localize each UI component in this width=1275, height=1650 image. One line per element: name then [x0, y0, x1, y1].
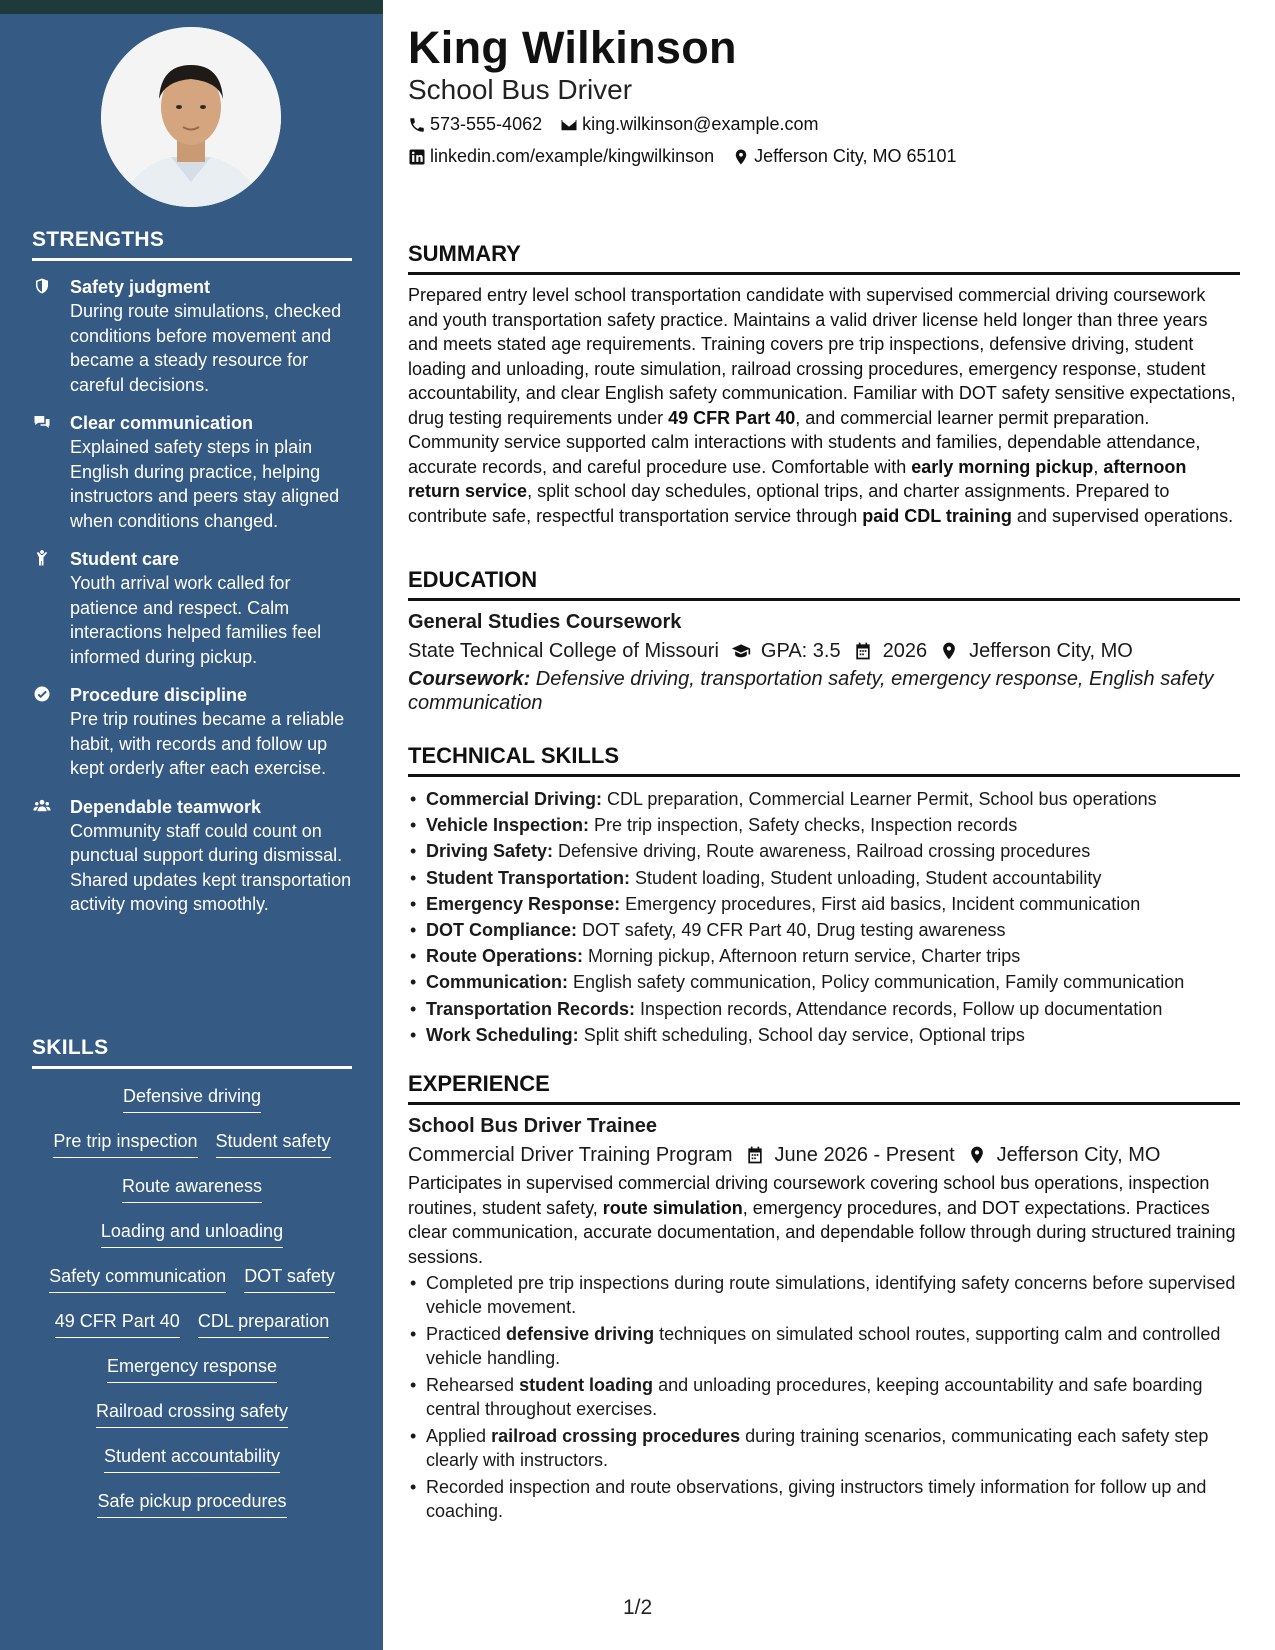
- contact-row-1: [408, 114, 836, 135]
- skill-tag: Pre trip inspection: [53, 1129, 197, 1158]
- skill-category: Commercial Driving:: [426, 789, 603, 809]
- sidebar-top-bar: [0, 0, 383, 14]
- strength-body: [70, 547, 352, 669]
- strength-title: Procedure discipline: [70, 685, 248, 705]
- email-contact[interactable]: [560, 114, 818, 135]
- skill-values: Inspection records, Attendance records, Follow up documentation: [635, 998, 1163, 1019]
- emphasis-text: 49 CFR Part 40: [668, 407, 796, 428]
- skill-values: Morning pickup, Afternoon return service, Charter trips: [583, 946, 1021, 967]
- technical-skills-section: [408, 743, 1240, 1049]
- text-run: , and commercial learner permit preparation. Community service supported calm interactions with students and families, dependable attendance, accurate records, and careful procedure use. Comfortable with: [408, 407, 1201, 477]
- skill-tag: Student safety: [216, 1129, 331, 1158]
- strength-description: Community staff could count on punctual support during dismissal. Shared updates kept transportation activity moving smoothly.: [70, 820, 352, 914]
- skill-values: Defensive driving, Route awareness, Railroad crossing procedures: [553, 841, 1091, 862]
- technical-skill-item: [408, 866, 1240, 890]
- job-title: School Bus Driver Trainee: [408, 1115, 657, 1137]
- strength-description: Pre trip routines became a reliable habit, with records and follow up kept orderly after each exercise.: [70, 709, 345, 778]
- technical-skill-item: [408, 813, 1240, 837]
- text-run: and supervised operations.: [1011, 505, 1234, 526]
- skill-category: Route Operations:: [426, 946, 584, 967]
- skill-category: Emergency Response:: [426, 893, 621, 914]
- experience-bullet: [408, 1271, 1240, 1319]
- skill-row: [32, 1309, 352, 1354]
- location-contact: [732, 146, 956, 167]
- strength-body: [70, 275, 352, 397]
- technical-skill-item: [408, 892, 1240, 916]
- emphasis-text: afternoon return service: [408, 456, 1187, 501]
- strength-item: [32, 275, 352, 397]
- text-run: Recorded inspection and route observations, giving instructors timely information for follow up and coaching.: [426, 1477, 1207, 1521]
- graduation-year: 2026: [882, 640, 928, 662]
- technical-skill-item: [408, 839, 1240, 863]
- skill-row: [32, 1399, 352, 1444]
- skill-category: Work Scheduling:: [426, 1024, 579, 1045]
- summary-text: [408, 283, 1240, 528]
- emphasis-text: paid CDL training: [862, 505, 1012, 526]
- text-run: Practiced: [426, 1324, 507, 1344]
- experience-heading: EXPERIENCE: [408, 1071, 1240, 1105]
- emphasis-text: railroad crossing procedures: [491, 1426, 741, 1446]
- skill-tag: Route awareness: [122, 1174, 262, 1203]
- experience-bullet: [408, 1373, 1240, 1421]
- location-text: Jefferson City, MO 65101: [754, 146, 957, 166]
- experience-intro: [408, 1171, 1240, 1269]
- technical-skill-item: [408, 944, 1240, 968]
- map-pin-icon: [939, 641, 959, 661]
- skill-tag: Railroad crossing safety: [96, 1399, 288, 1428]
- emphasis-text: route simulation: [602, 1197, 743, 1218]
- strength-title: Dependable teamwork: [70, 796, 262, 817]
- skill-category: Driving Safety:: [426, 841, 554, 862]
- skill-tag: Student accountability: [104, 1444, 280, 1473]
- job-location: Jefferson City, MO: [996, 1144, 1161, 1166]
- strength-description: Explained safety steps in plain English during practice, helping instructors and peers stay aligned when conditions changed.: [70, 437, 340, 531]
- strengths-heading: STRENGTHS: [32, 228, 352, 261]
- child-icon: [32, 547, 70, 669]
- users-icon: [32, 795, 70, 917]
- profile-photo: [101, 27, 281, 207]
- skill-values: Split shift scheduling, School day service, Optional trips: [578, 1024, 1025, 1045]
- text-run: ,: [1093, 456, 1104, 477]
- coursework-label: Coursework:: [408, 668, 531, 690]
- education-meta: [408, 635, 1240, 667]
- skill-row: [32, 1489, 352, 1534]
- skill-values: CDL preparation, Commercial Learner Permit, School bus operations: [602, 789, 1157, 809]
- sidebar: [0, 0, 383, 1650]
- skill-tag: Defensive driving: [123, 1084, 261, 1113]
- skill-values: English safety communication, Policy communication, Family communication: [568, 972, 1185, 993]
- strength-title: Student care: [70, 549, 180, 569]
- technical-skill-item: [408, 1023, 1240, 1047]
- skill-tag: Emergency response: [107, 1354, 277, 1383]
- shield-icon: [32, 275, 70, 397]
- text-run: Prepared entry level school transportation candidate with supervised commercial driving coursework and youth transportation safety practice. Maintains a valid driver license held longer than three years and meets stated age requirements. Training covers pre trip inspections, defensive driving, student loading and unloading, route simulation, railroad crossing procedures, emergency response, student accountability, and clear English safety communication. Familiar with DOT safety sensitive expectations, drug testing requirements under: [408, 285, 1236, 428]
- skill-tag: 49 CFR Part 40: [55, 1309, 180, 1338]
- email-text[interactable]: king.wilkinson@example.com: [582, 114, 819, 134]
- strength-title: Clear communication: [70, 413, 254, 433]
- strengths-section: [32, 228, 352, 931]
- skill-row: [32, 1264, 352, 1309]
- skill-values: Emergency procedures, First aid basics, Incident communication: [620, 893, 1141, 914]
- technical-skill-item: [408, 970, 1240, 994]
- skill-category: Transportation Records:: [426, 998, 636, 1019]
- summary-heading: SUMMARY: [408, 241, 1240, 275]
- strength-item: [32, 411, 352, 533]
- skill-tag: Loading and unloading: [101, 1219, 283, 1248]
- technical-skill-item: [408, 997, 1240, 1021]
- graduation-cap-icon: [731, 641, 751, 661]
- coursework-text: [408, 667, 1240, 715]
- text-run: and unloading procedures, keeping accountability and safe boarding central throughout exercises.: [426, 1375, 1203, 1419]
- envelope-icon: [560, 116, 578, 134]
- skill-values: Pre trip inspection, Safety checks, Inspection records: [589, 815, 1018, 836]
- calendar-icon: [853, 641, 873, 661]
- text-run: during training scenarios, communicating each safety step clearly with instructors.: [426, 1426, 1209, 1470]
- strength-item: [32, 547, 352, 669]
- experience-section: [408, 1071, 1240, 1526]
- experience-bullet: [408, 1475, 1240, 1523]
- strength-body: [70, 683, 352, 781]
- technical-skills-heading: TECHNICAL SKILLS: [408, 743, 1240, 777]
- skill-row: [32, 1174, 352, 1219]
- job-dates: June 2026 - Present: [774, 1144, 955, 1166]
- chat-icon: [32, 411, 70, 533]
- skill-values: DOT safety, 49 CFR Part 40, Drug testing awareness: [577, 919, 1006, 940]
- skill-values: Student loading, Student unloading, Student accountability: [630, 867, 1102, 888]
- phone-contact: [408, 114, 542, 135]
- gpa-text: GPA: 3.5: [760, 640, 841, 662]
- emphasis-text: defensive driving: [506, 1324, 655, 1344]
- emphasis-text: early morning pickup: [911, 456, 1094, 477]
- map-pin-icon: [732, 148, 750, 166]
- education-section: [408, 567, 1240, 715]
- strength-description: Youth arrival work called for patience and respect. Calm interactions helped families feel informed during pickup.: [70, 573, 322, 667]
- skill-row: [32, 1129, 352, 1174]
- strength-title: Safety judgment: [70, 277, 211, 297]
- text-run: techniques on simulated school routes, supporting calm and controlled vehicle handling.: [426, 1324, 1221, 1368]
- degree-title: General Studies Coursework: [408, 611, 682, 633]
- candidate-title: School Bus Driver: [408, 74, 633, 105]
- candidate-name: King Wilkinson: [408, 22, 737, 73]
- text-run: , split school day schedules, optional trips, and charter assignments. Prepared to contribute safe, respectful transportation service through: [408, 481, 1170, 526]
- skill-category: Vehicle Inspection:: [426, 815, 590, 836]
- text-run: Rehearsed: [426, 1375, 520, 1395]
- technical-skill-item: [408, 918, 1240, 942]
- linkedin-contact[interactable]: [408, 146, 714, 167]
- strength-description: During route simulations, checked conditions before movement and became a steady resource for careful decisions.: [70, 301, 342, 395]
- contact-row-2: [408, 146, 975, 167]
- skills-heading: SKILLS: [32, 1036, 352, 1069]
- strength-body: [70, 795, 352, 917]
- skill-row: [32, 1444, 352, 1489]
- organization-name: Commercial Driver Training Program: [408, 1144, 733, 1166]
- text-run: , emergency procedures, and DOT expectations. Practices clear communication, accurate documentation, and dependable follow through during structured training sessions.: [408, 1197, 1236, 1267]
- strength-item: [32, 683, 352, 781]
- linkedin-text[interactable]: linkedin.com/example/kingwilkinson: [430, 146, 715, 166]
- emphasis-text: student loading: [519, 1375, 654, 1395]
- strength-item: [32, 795, 352, 917]
- text-run: Completed pre trip inspections during route simulations, identifying safety concerns before supervised vehicle movement.: [426, 1273, 1236, 1317]
- summary-section: [408, 241, 1240, 528]
- skill-category: Communication:: [426, 972, 568, 993]
- calendar-icon: [745, 1145, 765, 1165]
- text-run: Applied: [426, 1426, 492, 1446]
- skill-tag: Safe pickup procedures: [97, 1489, 286, 1518]
- school-name: State Technical College of Missouri: [408, 640, 719, 662]
- phone-text: 573-555-4062: [430, 114, 543, 134]
- skill-row: [32, 1084, 352, 1129]
- skill-row: [32, 1219, 352, 1264]
- skills-section: [32, 1036, 352, 1534]
- map-pin-icon: [967, 1145, 987, 1165]
- check-circle-icon: [32, 683, 70, 781]
- text-run: Participates in supervised commercial driving coursework covering school bus operations, inspection routines, student safety,: [408, 1173, 1210, 1218]
- strength-body: [70, 411, 352, 533]
- skill-row: [32, 1354, 352, 1399]
- technical-skill-item: [408, 787, 1240, 811]
- skill-category: Student Transportation:: [426, 867, 630, 888]
- experience-bullet: [408, 1322, 1240, 1370]
- experience-bullet: [408, 1424, 1240, 1472]
- phone-icon: [408, 116, 426, 134]
- education-location: Jefferson City, MO: [969, 640, 1133, 662]
- skill-tag: Safety communication: [49, 1264, 226, 1293]
- coursework-list: Defensive driving, transportation safety, emergency response, English safety communication: [408, 668, 1214, 714]
- skill-tag: DOT safety: [244, 1264, 335, 1293]
- education-heading: EDUCATION: [408, 567, 1240, 601]
- linkedin-icon: [408, 148, 426, 166]
- experience-meta: [408, 1139, 1240, 1171]
- page-number: 1/2: [623, 1596, 653, 1619]
- skill-category: DOT Compliance:: [426, 919, 578, 940]
- skill-tag: CDL preparation: [198, 1309, 329, 1338]
